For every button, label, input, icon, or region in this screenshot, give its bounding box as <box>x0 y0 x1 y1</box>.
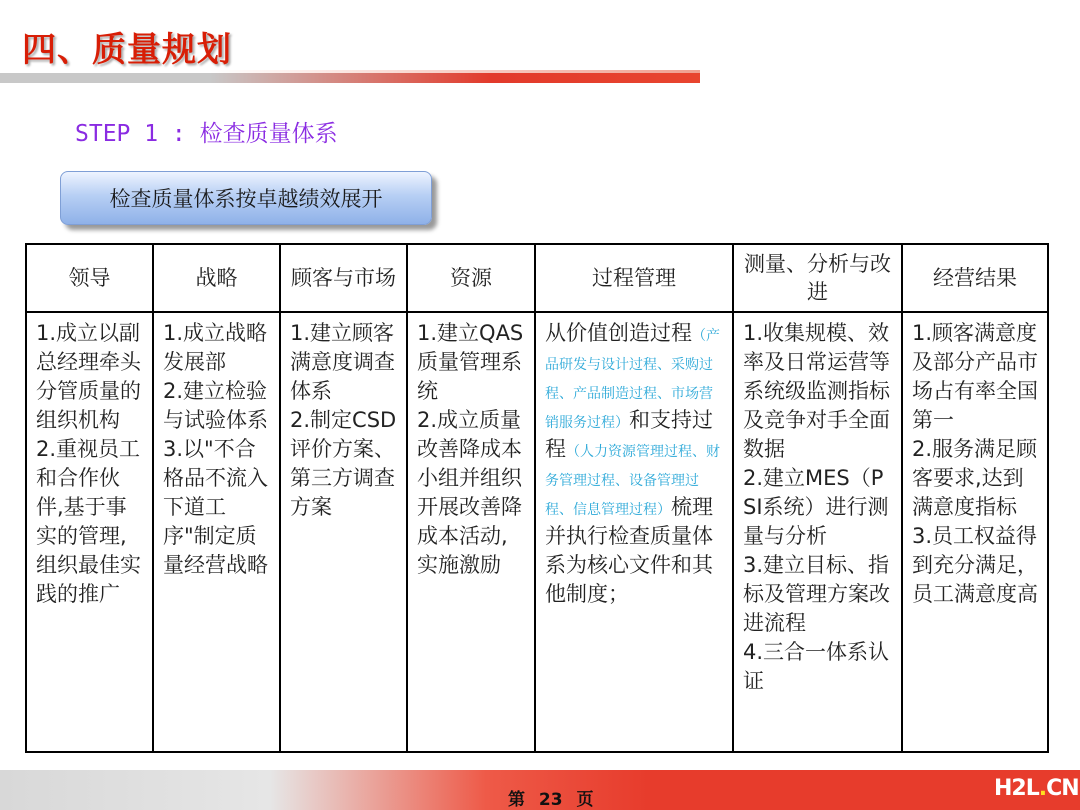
header-strategy: 战略 <box>153 244 280 312</box>
header-process-management: 过程管理 <box>535 244 733 312</box>
cell-customer-market: 1.建立顾客满意度调查体系 2.制定CSD评价方案、第三方调查方案 <box>280 312 407 752</box>
cell-resources: 1.建立QAS质量管理系统 2.成立质量改善降成本小组并组织开展改善降成本活动,实施激励 <box>407 312 535 752</box>
cell-business-results: 1.顾客满意度及部分产品市场占有率全国第一 2.服务满足顾客要求,达到满意度指标 3.员工权益得到充分满足，员工满意度高 <box>902 312 1048 752</box>
header-customer-market: 顾客与市场 <box>280 244 407 312</box>
header-leadership: 领导 <box>26 244 153 312</box>
process-note-value-creation: （产品研发与设计过程、采购过程、产品制造过程、市场营销服务过程） <box>545 328 720 431</box>
process-note-support: （人力资源管理过程、财务管理过程、设备管理过程、信息管理过程） <box>545 444 720 518</box>
table-header-row <box>26 244 1048 312</box>
page-title: 四、质量规划 <box>22 30 232 70</box>
step-prefix: STEP 1 : <box>75 121 200 147</box>
cell-process-management <box>535 312 733 752</box>
header-business-results: 经营结果 <box>902 244 1048 312</box>
step-label: 检查质量体系 <box>199 121 338 147</box>
section-banner: 检查质量体系按卓越绩效展开 <box>60 171 432 225</box>
quality-system-table <box>25 243 1049 753</box>
page-number: 第 23 页 <box>508 790 594 810</box>
process-text-1: 从价值创造过程 <box>545 321 692 345</box>
cell-measurement-analysis: 1.收集规模、效率及日常运营等系统级监测指标及竞争对手全面数据 2.建立MES（PSI系统）进行测量与分析 3.建立目标、指标及管理方案改进流程 4.三合一体系认证 <box>733 312 902 752</box>
step-heading <box>75 115 338 148</box>
cell-leadership: 1.成立以副总经理牵头分管质量的组织机构 2.重视员工和合作伙伴,基于事实的管理,组织最佳实践的推广 <box>26 312 153 752</box>
header-measurement-analysis: 测量、分析与改进 <box>733 244 902 312</box>
process-text-2: 和支持过程 <box>545 408 713 461</box>
cell-strategy: 1.成立战略发展部 2.建立检验与试验体系 3.以"不合格品不流入下道工序"制定质量经营战略 <box>153 312 280 752</box>
title-rule <box>0 73 700 83</box>
site-watermark <box>994 776 1079 801</box>
process-text-3: 梳理并执行检查质量体系为核心文件和其他制度； <box>545 495 713 606</box>
watermark-text-a: H2L <box>994 776 1039 801</box>
header-resources: 资源 <box>407 244 535 312</box>
table-row <box>26 312 1048 752</box>
watermark-dot: . <box>1038 776 1047 801</box>
watermark-text-b: CN <box>1046 776 1079 801</box>
